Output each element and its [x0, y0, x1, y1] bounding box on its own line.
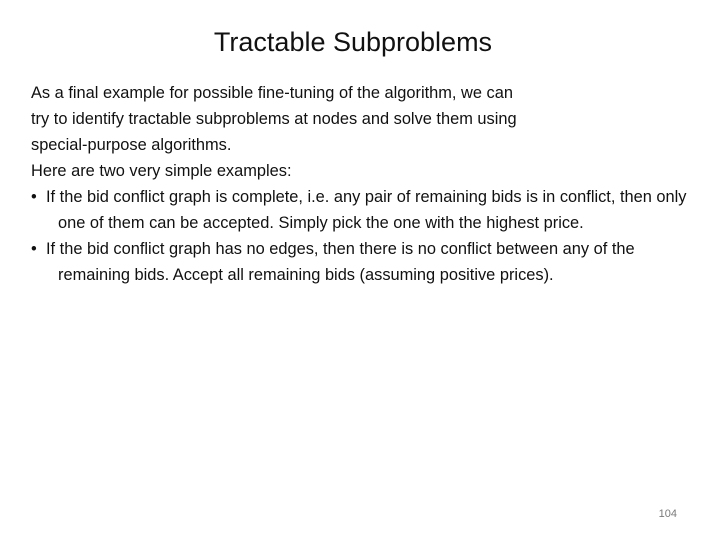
- bullet-icon: •: [31, 188, 37, 206]
- body-line: As a final example for possible fine-tuning of the algorithm, we can: [31, 84, 513, 102]
- bullet-item: [31, 184, 691, 236]
- bullet-icon: •: [31, 240, 37, 258]
- bullet-item: [31, 236, 691, 288]
- bullet-text: If the bid conflict graph is complete, i.e. any pair of remaining bids is in conflict, then only one of them can be accepted. Simply pick the one with the highest price.: [46, 188, 687, 232]
- page-number: 104: [658, 508, 677, 520]
- slide-body: [31, 80, 691, 288]
- body-line: special-purpose algorithms.: [31, 136, 232, 154]
- slide-title: Tractable Subproblems: [213, 27, 493, 57]
- bullet-text: If the bid conflict graph has no edges, then there is no conflict between any of the remaining bids. Accept all remaining bids (assuming positive prices).: [46, 240, 635, 284]
- body-line: Here are two very simple examples:: [31, 162, 292, 180]
- body-line: try to identify tractable subproblems at nodes and solve them using: [31, 110, 517, 128]
